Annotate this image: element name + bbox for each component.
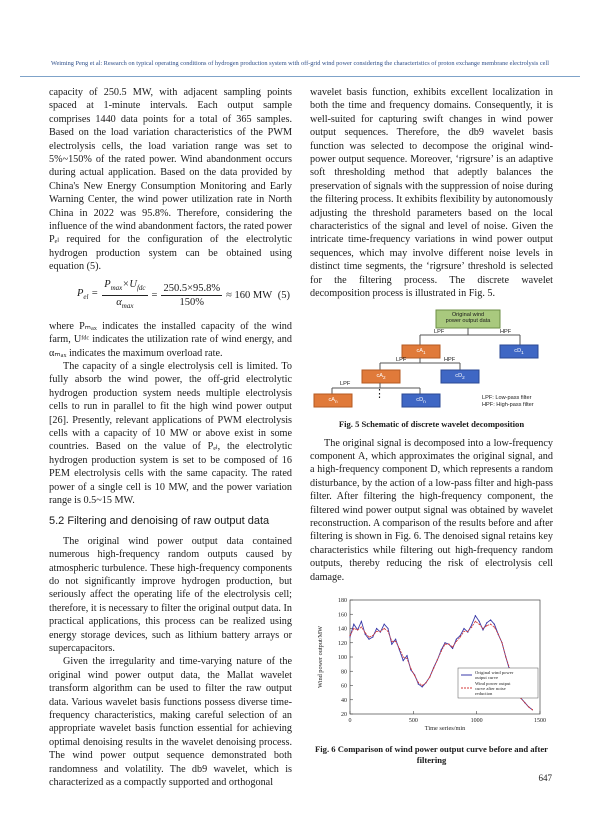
legend-entry: Original wind power	[475, 669, 514, 675]
data-point	[463, 631, 464, 632]
data-point	[463, 628, 464, 629]
y-axis-label: Wind power output/MW	[317, 625, 324, 688]
x-tick-label: 1500	[534, 717, 546, 724]
paragraph: capacity of 250.5 MW, with adjacent sampling points spaced at 1-minute intervals. Each output sample comprises 1440 data points for a total of 365 samples. Based on the load variation characteristics of the PWM electrolysis cells, the load variation range was set to 5%~150% of the rated power. Wind abandonment occurs during actual application. Based on the data provided by China's New Energy Consumption Monitoring and Early Warning Center, the wind power utilization rate in North China in 2022 was 95.8%. Therefore, considering the influence of the wind abandonment factors, the rated power Pₑₗ required for the configuration of the electrolytic hydrogen production system can be obtained using equation (5).	[49, 87, 292, 273]
data-point	[349, 636, 350, 637]
legend-hpf: HPF: High-pass filter	[482, 401, 534, 408]
y-tick-label: 40	[341, 697, 347, 704]
data-point	[357, 629, 358, 630]
legend-entry: output curve	[475, 674, 499, 680]
page-number: 647	[538, 773, 552, 783]
ca1-label: $cA_1$	[416, 347, 426, 355]
eq-lhs: $P_{el}$ =	[77, 287, 99, 302]
legend-lpf: LPF: Low-pass filter	[482, 394, 532, 401]
data-point	[486, 622, 487, 623]
figure-5-diagram	[310, 307, 553, 437]
data-point	[353, 628, 354, 629]
ca2-label: $cA_2$	[376, 372, 386, 380]
data-point	[403, 656, 404, 657]
data-point	[349, 635, 350, 636]
running-header: Weiming Peng et al: Research on typical operating conditions of hydrogen production system with off-grid wind power considering the characteristics of proton exchange membrane electrolysis cell	[51, 60, 549, 67]
data-point	[528, 706, 529, 707]
original-data-label: Original wind power output data	[445, 311, 491, 324]
data-point	[425, 682, 426, 683]
data-point	[395, 641, 396, 642]
data-point	[384, 628, 385, 629]
data-point	[406, 658, 407, 659]
data-point	[365, 632, 366, 633]
lpf-label-2: LPF	[396, 356, 407, 363]
y-tick-label: 140	[338, 626, 347, 633]
left-column	[49, 86, 292, 790]
paragraph: Given the irregularity and time-varying nature of the original wind power output data, the Mallat wavelet transform algorithm can be used to filter the raw output data. Various wavelet basis functions possess diverse time-frequency characteristics, making careful selection of an appropriate wavelet basis function essential for achieving optimal denoising results in the wavelet denoising process. The wind power output sequence demonstrated both randomness and volatility. The db9 wavelet, which is characterized as a compactly supported and orthogonal	[49, 656, 292, 789]
paragraph: The original signal is decomposed into a low-frequency component A, which approximates the original signal, and a high-frequency component D, which represents a random disturbance, by the action of a low-pass filter and high-pass filter. After filtering the high-frequency component, the filtered wind power output signal was obtained by wavelet reconstruction. A comparison of the results before and after filtering is shown in Fig. 6. The denoised signal retains key characteristics while filtering out high-frequency random outputs, thereby reducing the risk of electrolysis cell damage.	[310, 437, 553, 583]
x-axis-label: Time series/min	[424, 724, 466, 732]
eq-fraction-numeric: $\frac{250.5\times 95.8\%}{150\%}$	[163, 282, 221, 309]
y-tick-label: 60	[341, 683, 347, 690]
x-tick-label: 1000	[470, 717, 483, 724]
data-point	[524, 702, 525, 703]
data-point	[380, 631, 381, 632]
data-point	[505, 656, 506, 657]
data-point	[429, 676, 430, 677]
data-point	[490, 624, 491, 625]
data-point	[384, 624, 385, 625]
paragraph: The original wind power output data contained numerous high-frequency random outputs caused by atmospheric turbulence. These high-frequency components do not significantly improve hydrogen production, but seriously affect the operating life of the electrolysis cell; therefore, it is necessary to filter the original output data. In practical applications, this process can be realized using energy storage devices, such as lithium battery arrays or supercapacitors.	[49, 535, 292, 655]
data-point	[387, 628, 388, 629]
figure-6-chart	[310, 592, 553, 742]
data-point	[444, 644, 445, 645]
header-divider	[20, 76, 580, 77]
paragraph: The capacity of a single electrolysis cell is limited. To fully absorb the wind power, the off-grid electrolytic hydrogen production system needs multiple electrolysis cells to run in parallel to fit the high wind power output [26]. Presently, relevant applications of PWM electrolysis cells with a capacity of 10 MW or above exist in some countries. Based on the value of Pₑₗ, the electrolytic hydrogen production system is set to be composed of 16 PEM electrolysis cells with the same capacity. The rated power of a single cell is 10 MW, and the power variation range is 0.5~15 MW.	[49, 360, 292, 506]
data-point	[372, 635, 373, 636]
hpf-label-2: HPF	[444, 356, 456, 363]
data-point	[452, 648, 453, 649]
lpf-label-3: LPF	[340, 380, 351, 387]
data-point	[391, 641, 392, 642]
can-label: $cA_n$	[328, 396, 338, 404]
y-tick-label: 20	[341, 711, 347, 718]
y-tick-label: 120	[338, 640, 347, 647]
data-point	[471, 626, 472, 627]
y-tick-label: 100	[338, 654, 347, 661]
data-point	[448, 644, 449, 645]
legend-entry: curve after noise	[475, 685, 506, 691]
cd1-label: $cD_1$	[514, 347, 524, 355]
data-point	[456, 639, 457, 640]
legend-entry: Wind power output	[475, 680, 511, 686]
data-point	[467, 631, 468, 632]
equation-body: $P_{el}$ = $\frac{P_{max}\times U_{fdc}}{\alpha_{max}}$ = $\frac{250.5\times 95.8\%}{150\%}$ ≈ 160 MW	[77, 278, 272, 314]
legend-entry: reduction	[475, 690, 493, 696]
data-point	[391, 644, 392, 645]
data-point	[422, 685, 423, 686]
data-point	[437, 659, 438, 660]
data-point	[460, 636, 461, 637]
data-point	[532, 709, 533, 710]
data-point	[471, 624, 472, 625]
data-point	[422, 686, 423, 687]
data-point	[475, 615, 476, 616]
data-point	[501, 642, 502, 643]
data-point	[387, 631, 388, 632]
data-point	[433, 668, 434, 669]
data-point	[444, 642, 445, 643]
data-point	[361, 621, 362, 622]
y-tick-label: 80	[341, 669, 347, 676]
data-point	[475, 621, 476, 622]
data-point	[498, 634, 499, 635]
data-point	[368, 636, 369, 637]
data-point	[479, 621, 480, 622]
data-point	[403, 660, 404, 661]
y-tick-label: 180	[338, 597, 347, 604]
data-point	[376, 628, 377, 629]
data-point	[353, 624, 354, 625]
y-tick-label: 160	[338, 612, 347, 619]
paragraph: wavelet basis function, exhibits excellent localization in both the time and frequency domains. Consequently, it is well-suited for capturing swift changes in wind power output sequences. Therefore, the db9 wavelet basis function was selected to decompose the original wind-power output sequence. Moreover, ‘rigrsure’ is an adaptive soft thresholding method that adeptly balances the preservation of signals with the suppression of noise during the filtering process. It exhibits flexibility by autonomously adjusting the threshold parameters based on the local characteristics of the signal and level of noise. Given the intricate time-frequency variations in wind power output sequences, which may involve different noise levels in distinct time segments, the ‘rigrsure’ threshold is selected for the filtering process. The discrete wavelet decomposition process is illustrated in Fig. 5.	[310, 87, 553, 300]
figure-6-caption: Fig. 6 Comparison of wind power output curve before and after filtering	[315, 743, 548, 765]
hpf-label: HPF	[500, 328, 512, 335]
data-point	[494, 624, 495, 625]
data-point	[482, 629, 483, 630]
equation-number: (5)	[277, 289, 290, 301]
data-point	[418, 682, 419, 683]
equation-5	[49, 276, 292, 316]
paragraph: where Pₘₐₓ indicates the installed capacity of the wind farm, Uᶠᵈᶜ indicates the utilization rate of wind energy, and αₘₐₓ indicates the maximum overload rate.	[49, 320, 292, 359]
data-point	[452, 646, 453, 647]
wind-power-line-chart	[310, 592, 553, 742]
x-tick-label: 500	[408, 717, 418, 724]
data-point	[410, 668, 411, 669]
data-point	[418, 683, 419, 684]
eq-result: ≈ 160 MW	[226, 289, 273, 301]
right-column	[310, 86, 553, 766]
figure-5-caption: Fig. 5 Schematic of discrete wavelet decomposition	[338, 418, 525, 429]
data-point	[456, 641, 457, 642]
data-point	[395, 639, 396, 640]
section-heading: 5.2 Filtering and denoising of raw output data	[49, 515, 270, 528]
ellipsis: ⋮	[374, 387, 385, 400]
data-point	[479, 624, 480, 625]
cd2-label: $cD_2$	[455, 372, 465, 380]
wavelet-decomposition-diagram	[310, 307, 553, 437]
data-point	[486, 625, 487, 626]
data-point	[399, 648, 400, 649]
data-point	[482, 628, 483, 629]
data-point	[441, 651, 442, 652]
data-point	[406, 655, 407, 656]
data-point	[361, 626, 362, 627]
data-point	[368, 639, 369, 640]
data-point	[494, 626, 495, 627]
data-point	[372, 636, 373, 637]
data-point	[414, 675, 415, 676]
data-point	[490, 619, 491, 620]
eq-fraction-symbolic: $\frac{P_{max}\times U_{fdc}}{\alpha_{max}}$	[104, 278, 146, 311]
data-point	[376, 631, 377, 632]
cdn-label: $cD_n$	[416, 396, 426, 404]
lpf-label: LPF	[434, 328, 445, 335]
x-tick-label: 0	[348, 717, 352, 724]
